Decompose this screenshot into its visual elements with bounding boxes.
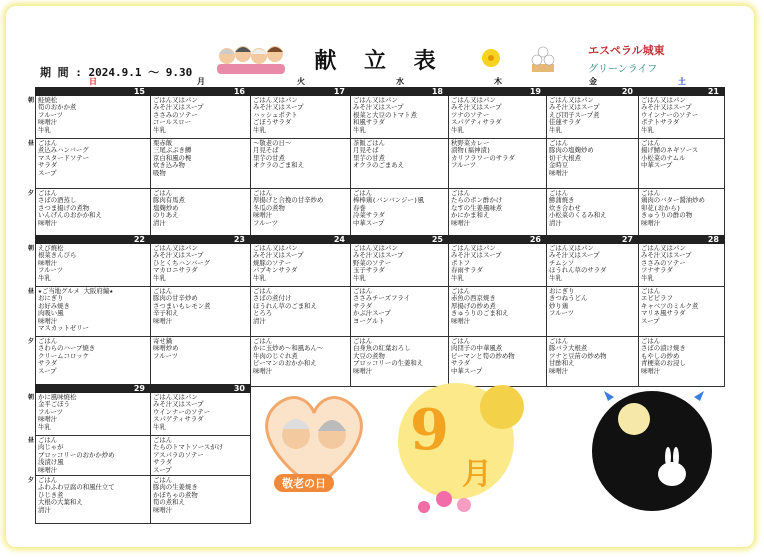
menu-cell — [639, 189, 725, 239]
menu-text: ごはん 豚肉の甘辛炒め さつまいもレモン煮 辛子和え 味噌汁 — [153, 287, 211, 325]
menu-text: ごはん たらのポン酢かけ なすの生姜風味煮 かにかま和え 味噌汁 — [451, 189, 503, 227]
menu-cell — [151, 337, 251, 387]
menu-cell — [547, 287, 639, 337]
menu-cell — [251, 244, 351, 287]
menu-cell — [151, 476, 251, 524]
menu-text: えび焼松 根菜きんぴら 味噌汁 フルーツ 牛乳 — [38, 244, 77, 282]
meal-label: 朝 — [27, 245, 34, 252]
menu-cell — [151, 436, 251, 476]
chrysanthemum-icon — [480, 48, 502, 68]
menu-text: ごはん又はパン みそ汁又はスープ ウインナーのソテー ポテトサラダ 牛乳 — [641, 96, 699, 134]
menu-cell — [351, 287, 449, 337]
menu-cell — [449, 287, 547, 337]
date-header: 22 — [35, 235, 151, 244]
weekday-label: 木 — [494, 77, 502, 86]
menu-cell — [35, 393, 151, 436]
meal-label: 夕 — [27, 477, 34, 484]
menu-text: ごはん 肉じゃが ブロッコリーのおかか炒め 浅漬け風 味噌汁 — [38, 436, 115, 474]
menu-text: ごはん又はパン みそ汁又はスープ ささみのソテー コールスロー 牛乳 — [153, 96, 204, 134]
date-header: 17 — [251, 87, 351, 96]
menu-text: ごはん 白身魚の紅葉おろし 大豆の煮物 ブロッコリーの生姜和え 味噌汁 — [353, 337, 424, 375]
menu-cell — [151, 393, 251, 436]
menu-text: 鮭焼松 筍のおかか煮 フルーツ 味噌汁 牛乳 — [38, 96, 77, 134]
menu-cell — [547, 244, 639, 287]
meal-label: 昼 — [27, 437, 34, 444]
menu-text: ごはん又はパン みそ汁又はスープ ウインナーのソテー スパゲティサラダ 牛乳 — [153, 393, 211, 431]
weekday-label: 土 — [678, 77, 686, 86]
weekday-label: 月 — [197, 77, 205, 86]
meal-label: 昼 — [27, 140, 34, 147]
date-header: 30 — [151, 384, 251, 393]
menu-text: ごはん 厚揚げと合挽の甘辛炒め 冬瓜の煮物 味噌汁 フルーツ — [253, 189, 324, 227]
menu-cell — [35, 96, 151, 139]
menu-text: おにぎり きつねうどん 炒り鶏 フルーツ — [549, 287, 588, 318]
meal-label: 夕 — [27, 338, 34, 345]
menu-cell — [639, 244, 725, 287]
date-header: 19 — [449, 87, 547, 96]
menu-cell — [251, 287, 351, 337]
menu-text: ごはん 豚バラ大根煮 ツナと豆苗の炒め物 甘酢和え 味噌汁 — [549, 337, 607, 375]
date-header: 23 — [151, 235, 251, 244]
month-number: 9 — [410, 397, 449, 463]
tsukimi-dango-icon — [528, 40, 558, 74]
meal-label: 朝 — [27, 97, 34, 104]
menu-text: ごはん さばの漬け焼き もやしの炒め 青梗菜のお浸し 味噌汁 — [641, 337, 686, 375]
menu-text: ごはん さわらのハーブ焼き クリームコロッケ サラダ スープ — [38, 337, 96, 375]
menu-cell — [35, 436, 151, 476]
date-header: 28 — [639, 235, 725, 244]
menu-text: ごはん又はパン みそ汁又はスープ 根菜と大豆のトマト煮 和風サラダ 牛乳 — [353, 96, 417, 134]
menu-cell — [449, 139, 547, 189]
menu-text: ごはん 豚肉の塩麹炒め 切干大根煮 金時豆 味噌汁 — [549, 139, 594, 177]
elderly-group-illustration — [213, 40, 295, 76]
menu-text: 寄せ鍋 味噌炒め フルーツ — [153, 337, 179, 360]
date-header: 29 — [35, 384, 151, 393]
date-header: 25 — [351, 235, 449, 244]
keirou-label: 敬老の日 — [274, 474, 334, 492]
meal-label: 昼 — [27, 288, 34, 295]
menu-text: ～敬老の日～ 月見そば 里芋の甘煮 オクラのごま和え — [253, 139, 304, 170]
menu-text: ごはん又はパン みそ汁又はスープ チムシソ ほうれん草のサラダ 牛乳 — [549, 244, 607, 282]
menu-text: ごはん ささみチーズフライ サラダ かぶ汁スープ ヨーグルト — [353, 287, 411, 325]
menu-cell — [151, 244, 251, 287]
menu-text: ごはん 煮込みハンバーグ マスタードソテー サラダ スープ — [38, 139, 90, 177]
menu-cell — [35, 476, 151, 524]
meal-label: 朝 — [27, 394, 34, 401]
menu-cell — [639, 287, 725, 337]
night-rabbit-illustration — [584, 379, 722, 519]
menu-cell — [35, 287, 151, 337]
period-label: 期 間 : 2024.9.1 ～ 9.30 — [40, 66, 193, 79]
weekday-label: 水 — [396, 77, 404, 86]
date-header: 16 — [151, 87, 251, 96]
menu-cell — [547, 189, 639, 239]
menu-text: ごはん又はパン みそ汁又はスープ えび団子スープ煮 佳蓮サラダ 牛乳 — [549, 96, 600, 134]
menu-cell — [251, 189, 351, 239]
weekday-label: 日 — [89, 77, 97, 86]
menu-cell — [35, 244, 151, 287]
menu-text: ごはん 豚肉有馬煮 塩麹炒め のりあえ 清汁 — [153, 189, 185, 227]
menu-cell — [35, 189, 151, 239]
menu-cell — [151, 287, 251, 337]
menu-text: 茶飯ごはん 月見そば 里芋の甘煮 オクラのごまあえ — [353, 139, 404, 170]
menu-cell — [639, 139, 725, 189]
menu-cell — [449, 244, 547, 287]
date-header: 18 — [351, 87, 449, 96]
menu-text: 栗赤飯 三尾ぶぶき鱒 京白和風の椀 炊き込み物 吸物 — [153, 139, 192, 177]
weekday-label: 火 — [297, 77, 305, 86]
menu-text: ごはん かに玉炒め～和風あん～ 牛肉のじぐれ煮 ピーマンのおかか和え 味噌汁 — [253, 337, 324, 375]
date-header: 27 — [547, 235, 639, 244]
menu-cell — [251, 96, 351, 139]
menu-text: 秋野菜カレー 漬物(福神漬) カリフラワーのサラダ フルーツ — [451, 139, 515, 170]
menu-cell — [151, 96, 251, 139]
menu-text: かに風味焼松 金平ごぼう フルーツ 味噌汁 牛乳 — [38, 393, 77, 431]
menu-cell — [639, 96, 725, 139]
menu-text: ごはん 棒棒鶏(バンバンジー)風 春巻 冷菜サラダ 中華スープ — [353, 189, 424, 227]
menu-cell — [547, 139, 639, 189]
menu-text: ごはん 鯵蒲焼き 炊き合わせ 小松菜のくるみ和え 清汁 — [549, 189, 607, 227]
date-header: 26 — [449, 235, 547, 244]
menu-text: ごはん又はパン みそ汁又はスープ ツナのソテー スパゲティサラダ 牛乳 — [451, 96, 502, 134]
facility-logo — [588, 42, 728, 75]
menu-text: ごはん又はパン みそ汁又はスープ ポトフ 春雨サラダ 牛乳 — [451, 244, 502, 282]
menu-text: ごはん 赤魚の西京焼き 厚揚げの炒め煮 きゅうりのごま和え 味噌汁 — [451, 287, 509, 325]
menu-text: ごはん さばの煮付け ほうれん草のごま和え とろろ 清汁 — [253, 287, 317, 325]
month-kanji: 月 — [462, 457, 492, 492]
logo-sub-text: グリーンライフ — [588, 64, 658, 75]
menu-cell — [35, 139, 151, 189]
menu-text: ごはん さばの酒蒸し さつま揚げの煮物 いんげんのおかか和え 味噌汁 — [38, 189, 102, 227]
menu-cell — [35, 337, 151, 387]
menu-cell — [351, 244, 449, 287]
meal-label: 夕 — [27, 190, 34, 197]
date-header: 20 — [547, 87, 639, 96]
menu-cell — [547, 96, 639, 139]
menu-text: ごはん たらのトマトソースがけ アスパラのソテー サラダ スープ — [153, 436, 223, 474]
menu-cell — [351, 139, 449, 189]
menu-text: ごはん又はパン みそ汁又はスープ ささみのソテー ツナサラダ 牛乳 — [641, 244, 692, 282]
menu-text: ごはん 豚肉の生姜焼き かぼちゃの煮物 筍の煮和え 味噌汁 — [153, 476, 198, 514]
menu-text: ごはん又はパン みそ汁又はスープ 焼豚のソテー パプキンサラダ 牛乳 — [253, 244, 304, 282]
menu-text: ごはん エビピラフ キャベツのミルク煮 マリネ風サラダ スープ — [641, 287, 699, 325]
menu-text: ★ご当地グルメ 大阪府編★ おにぎり お好み焼き 肉吸い風 味噌汁 マスカットゼリー — [38, 287, 114, 333]
menu-text: ごはん ふわふわ豆腐の和風仕立て ひじき煮 大根の大葉和え 清汁 — [38, 476, 115, 514]
menu-cell — [151, 139, 251, 189]
date-header: 24 — [251, 235, 351, 244]
page-title: 献 立 表 — [314, 48, 446, 74]
date-header: 21 — [639, 87, 725, 96]
menu-cell — [151, 189, 251, 239]
menu-cell — [449, 189, 547, 239]
logo-main-text: エスペラル城東 — [588, 44, 665, 57]
menu-text: ごはん又はパン みそ汁又はスープ ひとくちハンバーグ マカロニサラダ 牛乳 — [153, 244, 211, 282]
menu-cell — [351, 96, 449, 139]
poster-area — [254, 379, 724, 525]
menu-text: ごはん又はパン みそ汁又はスープ 野菜のソテー 玉子サラダ 牛乳 — [353, 244, 404, 282]
menu-cell — [449, 96, 547, 139]
menu-text: ごはん 揚げ鯖のネギソース 小松菜のナムル 中華スープ — [641, 139, 699, 170]
menu-cell — [251, 139, 351, 189]
menu-text: ごはん又はパン みそ汁又はスープ ハッシュポテト ごぼうサラダ 牛乳 — [253, 96, 304, 134]
menu-cell — [351, 189, 449, 239]
weekday-label: 金 — [589, 77, 597, 86]
moon-illustration — [384, 379, 524, 519]
menu-text: ごはん 肉団子の中華風煮 ピーマンと筍の炒め物 サラダ 中華スープ — [451, 337, 515, 375]
weekday-header — [35, 77, 725, 87]
date-header: 15 — [35, 87, 151, 96]
menu-text: ごはん 鶏肉のバター醤油炒め 卯花(おから) きゅうりの酢の物 味噌汁 — [641, 189, 705, 227]
